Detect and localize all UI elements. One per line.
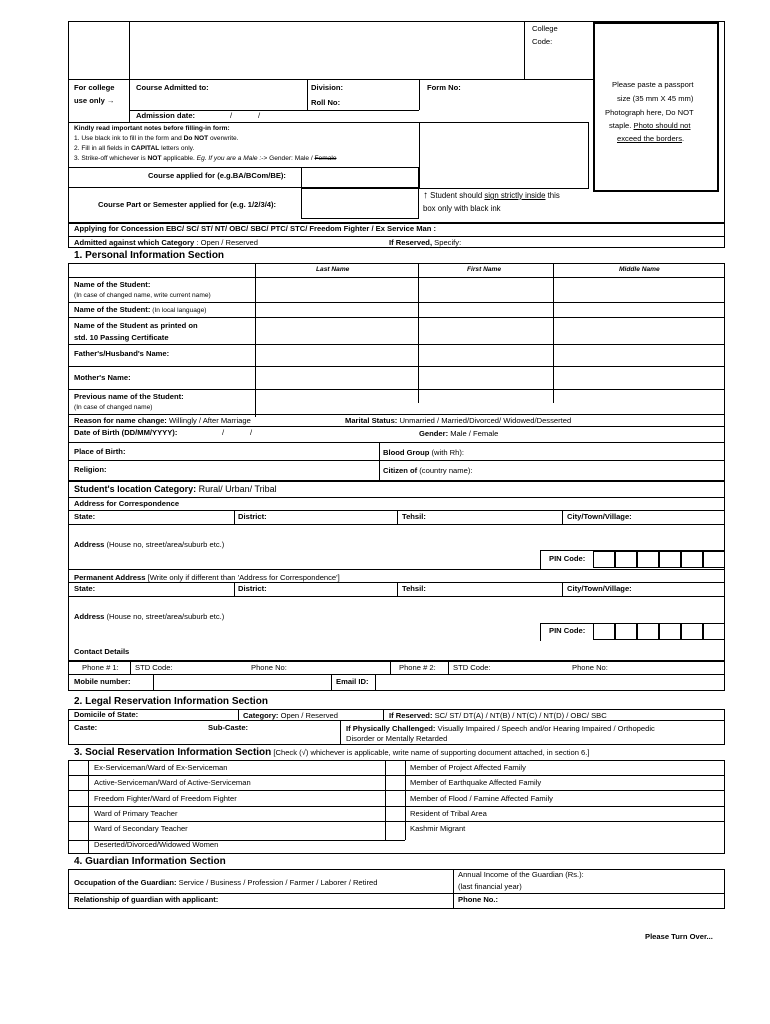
corr-city-label: City/Town/Village: bbox=[567, 512, 632, 521]
name-local-note: (In local language) bbox=[150, 307, 207, 314]
perm-tehsil-label: Tehsil: bbox=[402, 584, 426, 593]
photo-instruction-2: size (35 mm X 45 mm) bbox=[617, 94, 694, 103]
perm-address-line-label: Address bbox=[74, 612, 105, 621]
admitted-category-label: Admitted against which Category bbox=[74, 238, 195, 247]
contact-title: Contact Details bbox=[74, 647, 130, 656]
for-college-use-label: For college bbox=[74, 83, 115, 92]
name-local-label: Name of the Student: bbox=[74, 305, 151, 314]
social-left-5: Ward of Secondary Teacher bbox=[94, 824, 188, 833]
perm-district-label: District: bbox=[238, 584, 267, 593]
guardian-section-title: 4. Guardian Information Section bbox=[74, 856, 226, 867]
admission-date-sep-1: / bbox=[230, 111, 233, 120]
phone2-no-label: Phone No: bbox=[572, 663, 608, 672]
location-category-label: Student's location Category: bbox=[74, 484, 197, 494]
corr-pin-digit-6[interactable] bbox=[703, 551, 725, 568]
corr-state-label: State: bbox=[74, 512, 96, 521]
name-student-label: Name of the Student: bbox=[74, 280, 151, 289]
sign-note-3: this bbox=[545, 191, 560, 200]
marital-status-value: Unmarried / Married/Divorced/ Widowed/Desserted bbox=[397, 416, 572, 425]
note-3f: Female bbox=[314, 155, 337, 162]
guardian-phone-label: Phone No.: bbox=[458, 895, 499, 904]
income-label: Annual Income of the Guardian (Rs.): bbox=[458, 870, 584, 879]
social-left-2: Active-Serviceman/Ward of Active-Serviceman bbox=[94, 778, 251, 787]
legal-if-reserved-label: If Reserved: bbox=[389, 711, 433, 720]
domicile-label: Domicile of State: bbox=[74, 710, 139, 719]
relationship-label: Relationship of guardian with applicant: bbox=[74, 895, 219, 904]
corr-district-label: District: bbox=[238, 512, 267, 521]
perm-pin-digit-1[interactable] bbox=[593, 623, 615, 640]
sign-note-1: Student should bbox=[430, 191, 485, 200]
addr-corr-title: Address for Correspondence bbox=[74, 499, 180, 508]
ph-value-2: Disorder or Mentally Retarded bbox=[346, 734, 448, 743]
perm-address-note: [Write only if different than 'Address for Correspondence'] bbox=[145, 573, 340, 582]
social-left-1: Ex-Serviceman/Ward of Ex-Serviceman bbox=[94, 763, 228, 772]
photo-box[interactable] bbox=[593, 22, 719, 192]
note-3d: Eg. If you are a Male :-> bbox=[196, 155, 268, 162]
arrow-up-icon: ↑ bbox=[423, 190, 428, 201]
note-2c: letters only. bbox=[159, 145, 195, 152]
note-3e: Gender: Male / bbox=[267, 155, 315, 162]
occupation-label: Occupation of the Guardian: bbox=[74, 878, 177, 887]
ph-value: Visually Impaired / Speech and/or Hearing Impaired / Orthopedic bbox=[435, 724, 655, 733]
ph-label: If Physically Challenged: bbox=[346, 724, 436, 733]
admission-date-sep-2: / bbox=[258, 111, 261, 120]
corr-pin-label: PIN Code: bbox=[549, 554, 586, 563]
mother-name-label: Mother's Name: bbox=[74, 373, 131, 382]
last-name-header: Last Name bbox=[316, 266, 350, 273]
phone1-std-label: STD Code: bbox=[135, 663, 173, 672]
college-code-label: College bbox=[532, 24, 558, 33]
note-2b: CAPITAL bbox=[131, 145, 160, 152]
subcaste-label: Sub-Caste: bbox=[208, 723, 249, 732]
mobile-label: Mobile number: bbox=[74, 677, 131, 686]
citizen-note: (country name): bbox=[417, 466, 473, 475]
social-right-4: Resident of Tribal Area bbox=[410, 809, 487, 818]
photo-instruction-1: Please paste a passport bbox=[612, 80, 694, 89]
name-std10-label-2: std. 10 Passing Certificate bbox=[74, 333, 169, 342]
middle-name-header: Middle Name bbox=[619, 266, 660, 273]
email-label: Email ID: bbox=[336, 677, 369, 686]
perm-pin-digit-5[interactable] bbox=[681, 623, 703, 640]
note-1a: 1. Use black ink to fill in the form and bbox=[74, 135, 184, 142]
corr-pin-digit-3[interactable] bbox=[637, 551, 659, 568]
photo-instruction-4: staple. bbox=[609, 121, 632, 130]
father-name-label: Father's/Husband's Name: bbox=[74, 349, 170, 358]
corr-pin-digit-5[interactable] bbox=[681, 551, 703, 568]
college-code-label-2: Code: bbox=[532, 37, 553, 46]
social-checkbox-left-1[interactable] bbox=[69, 761, 88, 775]
social-section-note: [Check (√) whichever is applicable, write name of supporting document attached, in section 6.] bbox=[271, 748, 590, 757]
legal-category-value: Open / Reserved bbox=[278, 711, 338, 720]
phone1-label: Phone # 1: bbox=[82, 663, 119, 672]
blood-group-label: Blood Group bbox=[383, 448, 430, 457]
division-label: Division: bbox=[311, 83, 344, 92]
marital-status-label: Marital Status: bbox=[345, 416, 398, 425]
first-name-header: First Name bbox=[467, 266, 502, 273]
phone2-label: Phone # 2: bbox=[399, 663, 436, 672]
perm-address-label: Permanent Address bbox=[74, 573, 146, 582]
note-3a: 3. Strike-off whichever is bbox=[74, 155, 148, 162]
note-3c: applicable. bbox=[161, 155, 197, 162]
course-part-field[interactable] bbox=[301, 188, 419, 219]
perm-state-label: State: bbox=[74, 584, 96, 593]
caste-label: Caste: bbox=[74, 723, 98, 732]
concession-label: Applying for Concession EBC/ SC/ ST/ NT/ OBC/ SBC/ PTC/ STC/ Freedom Fighter / Ex Service Man : bbox=[74, 224, 437, 233]
photo-instruction-7: . bbox=[682, 134, 685, 143]
legal-section-title: 2. Legal Reservation Information Section bbox=[74, 696, 268, 707]
dob-label: Date of Birth (DD/MM/YYYY): bbox=[74, 428, 178, 437]
perm-pin-digit-4[interactable] bbox=[659, 623, 681, 640]
phone1-no-label: Phone No: bbox=[251, 663, 287, 672]
perm-pin-label: PIN Code: bbox=[549, 626, 586, 635]
location-category-value: Rural/ Urban/ Tribal bbox=[196, 484, 277, 494]
note-1c: overwrite. bbox=[208, 135, 239, 142]
personal-section-title: 1. Personal Information Section bbox=[74, 250, 225, 261]
if-reserved-label: If Reserved, bbox=[389, 238, 433, 247]
note-3b: NOT bbox=[147, 155, 162, 162]
social-section-title: 3. Social Reservation Information Section bbox=[74, 747, 272, 758]
previous-name-label: Previous name of the Student: bbox=[74, 392, 184, 401]
phone2-std-label: STD Code: bbox=[453, 663, 491, 672]
social-left-6: Deserted/Divorced/Widowed Women bbox=[94, 840, 219, 849]
social-left-3: Freedom Fighter/Ward of Freedom Fighter bbox=[94, 794, 237, 803]
corr-pin-digit-4[interactable] bbox=[659, 551, 681, 568]
social-right-5: Kashmir Migrant bbox=[410, 824, 466, 833]
photo-instruction-3: Photograph here, Do NOT bbox=[605, 108, 694, 117]
name-student-note: (In case of changed name, write current name) bbox=[74, 292, 211, 299]
roll-no-label: Roll No: bbox=[311, 98, 341, 107]
social-right-1: Member of Project Affected Family bbox=[410, 763, 526, 772]
note-2a: 2. Fill in all fields in bbox=[74, 145, 132, 152]
photo-instruction-5: Photo should not bbox=[633, 121, 691, 130]
social-left-4: Ward of Primary Teacher bbox=[94, 809, 178, 818]
social-right-3: Member of Flood / Famine Affected Family bbox=[410, 794, 553, 803]
dob-sep-2: / bbox=[250, 428, 253, 437]
legal-category-label: Category: bbox=[243, 711, 279, 720]
form-no-label: Form No: bbox=[427, 83, 461, 92]
sign-note-2: sign strictly inside bbox=[484, 191, 546, 200]
course-admitted-label: Course Admitted to: bbox=[136, 83, 209, 92]
social-right-2: Member of Earthquake Affected Family bbox=[410, 778, 542, 787]
course-applied-field[interactable] bbox=[302, 168, 418, 187]
corr-address-label: Address bbox=[74, 540, 105, 549]
dob-sep-1: / bbox=[222, 428, 225, 437]
corr-pin-digit-2[interactable] bbox=[615, 551, 637, 568]
perm-pin-digit-2[interactable] bbox=[615, 623, 637, 640]
income-note: (last financial year) bbox=[458, 882, 522, 891]
corr-pin-digit-1[interactable] bbox=[593, 551, 615, 568]
photo-instruction-6: exceed the borders bbox=[617, 134, 683, 143]
perm-pin-digit-3[interactable] bbox=[637, 623, 659, 640]
notes-title: Kindly read important notes before filling-in form: bbox=[74, 125, 230, 132]
blood-group-note: (with Rh): bbox=[429, 448, 465, 457]
gender-value: Male / Female bbox=[448, 429, 499, 438]
admitted-category-value: : Open / Reserved bbox=[194, 238, 259, 247]
reason-name-change-label: Reason for name change: bbox=[74, 416, 167, 425]
perm-address-line-note: (House no, street/area/suburb etc.) bbox=[104, 612, 225, 621]
gender-label: Gender: bbox=[419, 429, 449, 438]
please-turn-over: Please Turn Over... bbox=[645, 932, 713, 941]
legal-if-reserved-value: SC/ ST/ DT(A) / NT(B) / NT(C) / NT(D) / OBC/ SBC bbox=[432, 711, 607, 720]
note-1b: Do NOT bbox=[183, 135, 209, 142]
signature-box[interactable] bbox=[419, 122, 589, 189]
religion-label: Religion: bbox=[74, 465, 107, 474]
reason-name-change-value: Willingly / After Marriage bbox=[166, 416, 251, 425]
specify-label: Specify: bbox=[432, 238, 462, 247]
corr-address-note: (House no, street/area/suburb etc.) bbox=[104, 540, 225, 549]
course-part-label: Course Part or Semester applied for (e.g. 1/2/3/4): bbox=[98, 200, 277, 209]
corr-tehsil-label: Tehsil: bbox=[402, 512, 426, 521]
citizen-label: Citizen of bbox=[383, 466, 418, 475]
course-applied-label: Course applied for (e.g.BA/BCom/BE): bbox=[148, 171, 286, 180]
place-of-birth-label: Place of Birth: bbox=[74, 447, 126, 456]
name-std10-label: Name of the Student as printed on bbox=[74, 321, 198, 330]
occupation-value: Service / Business / Profession / Farmer / Laborer / Retired bbox=[176, 878, 378, 887]
for-college-use-label-2: use only → bbox=[74, 96, 115, 105]
previous-name-note: (In case of changed name) bbox=[74, 404, 153, 411]
sign-note-4: box only with black ink bbox=[423, 204, 501, 213]
perm-pin-digit-6[interactable] bbox=[703, 623, 725, 640]
admission-date-label: Admission date: bbox=[136, 111, 196, 120]
perm-city-label: City/Town/Village: bbox=[567, 584, 632, 593]
